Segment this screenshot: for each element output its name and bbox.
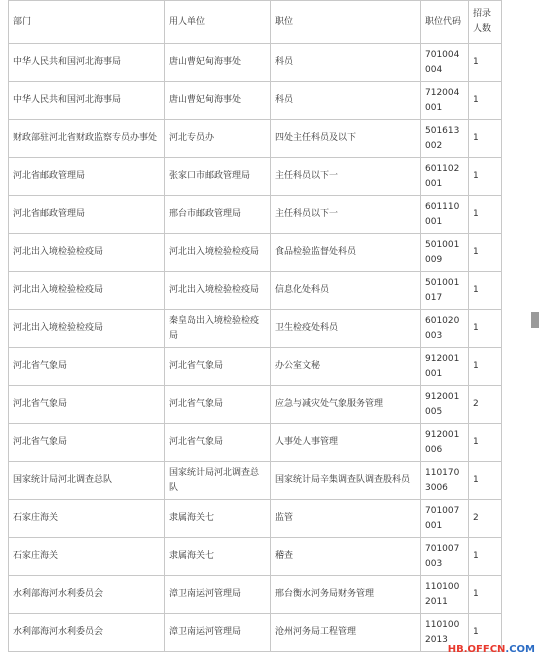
table-row — [9, 44, 502, 82]
cell-position: 主任科员以下一 — [271, 196, 421, 234]
cell-dept: 石家庄海关 — [9, 538, 165, 576]
cell-code: 1101002013 — [421, 614, 469, 652]
cell-count: 1 — [469, 44, 502, 82]
cell-position: 监管 — [271, 500, 421, 538]
cell-count: 1 — [469, 576, 502, 614]
cell-dept: 河北省气象局 — [9, 386, 165, 424]
cell-code: 701007001 — [421, 500, 469, 538]
cell-count: 1 — [469, 538, 502, 576]
table-row — [9, 82, 502, 120]
cell-position: 科员 — [271, 44, 421, 82]
url-prefix: HB. — [447, 644, 468, 655]
cell-code: 701007003 — [421, 538, 469, 576]
cell-dept: 中华人民共和国河北海事局 — [9, 82, 165, 120]
cell-dept: 中华人民共和国河北海事局 — [9, 44, 165, 82]
table-row — [9, 538, 502, 576]
cell-unit: 河北出入境检验检疫局 — [165, 272, 271, 310]
cell-code: 1101703006 — [421, 462, 469, 500]
cell-position: 办公室文秘 — [271, 348, 421, 386]
cell-dept: 财政部驻河北省财政监察专员办事处 — [9, 120, 165, 158]
header-unit: 用人单位 — [165, 1, 271, 44]
cell-dept: 石家庄海关 — [9, 500, 165, 538]
cell-unit: 河北省气象局 — [165, 424, 271, 462]
cell-unit: 漳卫南运河管理局 — [165, 576, 271, 614]
cell-unit: 河北省气象局 — [165, 386, 271, 424]
table-row — [9, 462, 502, 500]
cell-count: 1 — [469, 272, 502, 310]
cell-count: 1 — [469, 424, 502, 462]
cell-count: 1 — [469, 348, 502, 386]
cell-count: 2 — [469, 500, 502, 538]
cell-unit: 河北省气象局 — [165, 348, 271, 386]
cell-position: 应急与减灾处气象服务管理 — [271, 386, 421, 424]
cell-count: 1 — [469, 614, 502, 652]
table-header-row — [9, 1, 502, 44]
table-row — [9, 576, 502, 614]
table-row — [9, 196, 502, 234]
table-row — [9, 500, 502, 538]
cell-count: 1 — [469, 82, 502, 120]
cell-position: 人事处人事管理 — [271, 424, 421, 462]
cell-code: 712004001 — [421, 82, 469, 120]
cell-unit: 河北出入境检验检疫局 — [165, 234, 271, 272]
cell-dept: 河北省邮政管理局 — [9, 158, 165, 196]
cell-dept: 河北出入境检验检疫局 — [9, 234, 165, 272]
cell-unit: 张家口市邮政管理局 — [165, 158, 271, 196]
cell-code: 501001009 — [421, 234, 469, 272]
cell-code: 912001006 — [421, 424, 469, 462]
cell-unit: 唐山曹妃甸海事处 — [165, 82, 271, 120]
cell-unit: 秦皇岛出入境检验检疫局 — [165, 310, 271, 348]
header-count: 招录人数 — [469, 1, 502, 44]
cell-position: 科员 — [271, 82, 421, 120]
table-row — [9, 614, 502, 652]
cell-count: 2 — [469, 386, 502, 424]
site-url-watermark — [448, 644, 535, 655]
cell-position: 国家统计局辛集调查队调查股科员 — [271, 462, 421, 500]
cell-dept: 水利部海河水利委员会 — [9, 614, 165, 652]
cell-count: 1 — [469, 120, 502, 158]
cell-unit: 隶属海关七 — [165, 500, 271, 538]
cell-dept: 国家统计局河北调查总队 — [9, 462, 165, 500]
cell-code: 601110001 — [421, 196, 469, 234]
table-row — [9, 158, 502, 196]
cell-position: 卫生检疫处科员 — [271, 310, 421, 348]
cell-code: 912001005 — [421, 386, 469, 424]
cell-unit: 河北专员办 — [165, 120, 271, 158]
cell-position: 食品检验监督处科员 — [271, 234, 421, 272]
url-suffix: .COM — [505, 644, 535, 655]
table-row — [9, 310, 502, 348]
side-scroll-tab[interactable] — [531, 312, 539, 328]
cell-position: 稽查 — [271, 538, 421, 576]
cell-unit: 隶属海关七 — [165, 538, 271, 576]
cell-unit: 唐山曹妃甸海事处 — [165, 44, 271, 82]
cell-dept: 河北省气象局 — [9, 424, 165, 462]
cell-count: 1 — [469, 310, 502, 348]
cell-dept: 河北省邮政管理局 — [9, 196, 165, 234]
cell-unit: 漳卫南运河管理局 — [165, 614, 271, 652]
cell-position: 沧州河务局工程管理 — [271, 614, 421, 652]
cell-count: 1 — [469, 158, 502, 196]
cell-position: 主任科员以下一 — [271, 158, 421, 196]
table-row — [9, 234, 502, 272]
cell-code: 1101002011 — [421, 576, 469, 614]
cell-count: 1 — [469, 462, 502, 500]
table-row — [9, 348, 502, 386]
cell-dept: 河北出入境检验检疫局 — [9, 272, 165, 310]
cell-code: 601102001 — [421, 158, 469, 196]
cell-count: 1 — [469, 234, 502, 272]
header-dept: 部门 — [9, 1, 165, 44]
cell-position: 四处主任科员及以下 — [271, 120, 421, 158]
header-code: 职位代码 — [421, 1, 469, 44]
table-row — [9, 120, 502, 158]
header-position: 职位 — [271, 1, 421, 44]
cell-dept: 河北出入境检验检疫局 — [9, 310, 165, 348]
cell-unit: 国家统计局河北调查总队 — [165, 462, 271, 500]
cell-unit: 邢台市邮政管理局 — [165, 196, 271, 234]
cell-position: 信息化处科员 — [271, 272, 421, 310]
cell-dept: 河北省气象局 — [9, 348, 165, 386]
cell-count: 1 — [469, 196, 502, 234]
cell-code: 701004004 — [421, 44, 469, 82]
cell-code: 501001017 — [421, 272, 469, 310]
url-domain: OFFCN — [467, 644, 506, 655]
cell-code: 912001001 — [421, 348, 469, 386]
table-row — [9, 424, 502, 462]
cell-position: 邢台衡水河务局财务管理 — [271, 576, 421, 614]
cell-dept: 水利部海河水利委员会 — [9, 576, 165, 614]
table-row — [9, 272, 502, 310]
cell-code: 501613002 — [421, 120, 469, 158]
table-row — [9, 386, 502, 424]
recruitment-table — [8, 0, 502, 652]
cell-code: 601020003 — [421, 310, 469, 348]
